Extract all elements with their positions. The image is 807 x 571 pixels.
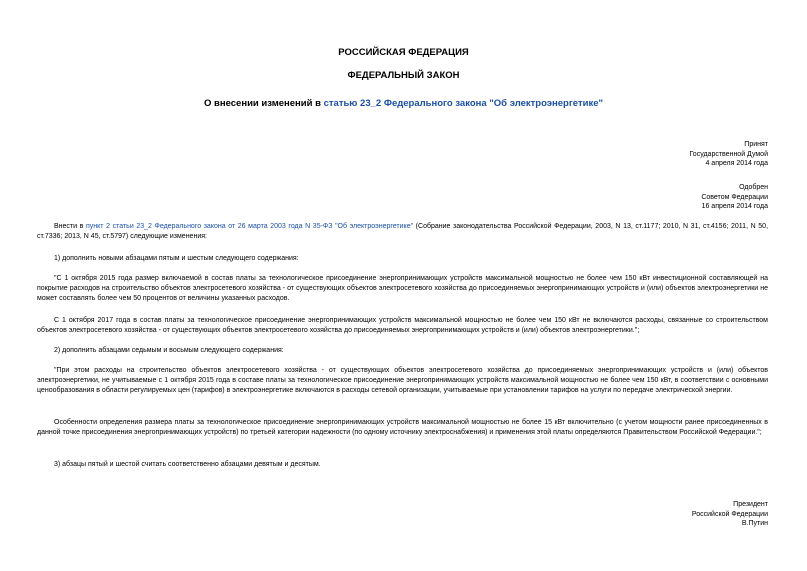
approved-by-line: Советом Федерации	[701, 193, 768, 201]
adopted-by-line: Государственной Думой	[689, 150, 768, 158]
law-type-heading: ФЕДЕРАЛЬНЫЙ ЗАКОН	[347, 70, 460, 81]
quoted-paragraph-2: С 1 октября 2017 года в состав платы за технологическое присоединение энергопринимающих устройств максимальной мощностью не более чем 150 кВт не включаются расходы, связанные со строительством объектов электросетевого хозяйства - от существующих объектов электросетевого хозяйства до присоединяемых энергопринимающих устройств и (или) объектов электроэнергетики.";	[37, 317, 768, 334]
approved-date: 16 апреля 2014 года	[701, 203, 768, 210]
law-title-link[interactable]: статью 23_2 Федерального закона "Об электроэнергетике"	[323, 98, 603, 109]
intro-paragraph	[37, 222, 768, 242]
signature-title: Президент	[733, 501, 768, 508]
adopted-line: Принят	[744, 141, 768, 148]
intro-link[interactable]: пункт 2 статьи 23_2 Федерального закона от 26 марта 2003 года N 35-ФЗ "Об электроэнергетике"	[85, 223, 414, 230]
quoted-paragraph-4: Особенности определения размера платы за технологическое присоединение энергопринимающих устройств максимальной мощностью не более 15 кВт включительно (с учетом мощности ранее присоединенных в данной точке присоединения энергопринимающих устройств) по третьей категории надежности (по одному источнику электроснабжения) и применения этой платы определяются Правительством Российской Федерации.";	[37, 419, 768, 436]
intro-text-before: Внести в	[54, 223, 86, 230]
approved-block	[701, 183, 768, 212]
approved-line: Одобрен	[739, 184, 768, 191]
intro-text-after: (Собрание законодательства Российской Федерации, 2003, N 13, ст.1177; 2010, N 31, ст.4156; 2011, N 50, ст.7336; 2013, N 45, ст.5797) следующие изменения:	[37, 223, 769, 240]
signature-name: В.Путин	[741, 520, 768, 527]
quoted-paragraph-3: "При этом расходы на строительство объектов электросетевого хозяйства - от существующих объектов электросетевого хозяйства до присоединяемых энергопринимающих устройств и (или) объектов электроэнергетики, не учитываемые с 1 октября 2015 года в составе платы за технологическое присоединение энергопринимающих устройств максимальной мощностью не более чем 150 кВт, в соответствии с основными ценообразования в области регулируемых цен (тарифов) в электроэнергетике включаются в расходы сетевой организации, учитываемые при установлении тарифов на услуги по передаче электрической энергии.	[37, 367, 768, 394]
adopted-date: 4 апреля 2014 года	[705, 160, 768, 167]
signature-block	[692, 500, 768, 529]
quoted-paragraph-1: "С 1 октября 2015 года размер включаемой в состав платы за технологическое присоединение энергопринимающих устройств максимальной мощностью не более чем 150 кВт инвестиционной составляющей на покрытие расходов на строительство объектов электросетевого хозяйства - от существующих объектов электросетевого хозяйства до присоединяемых энергопринимающих устройств и (или) объектов электроэнергетики не может составлять более чем 50 процентов от величины указанных расходов.	[37, 275, 768, 302]
amendment-item-2: 2) дополнить абзацами седьмым и восьмым следующего содержания:	[54, 347, 284, 354]
country-heading: РОССИЙСКАЯ ФЕДЕРАЦИЯ	[338, 47, 469, 58]
signature-country: Российской Федерации	[691, 510, 768, 518]
amendment-item-3: 3) абзацы пятый и шестой считать соответственно абзацами девятым и десятым.	[54, 461, 321, 468]
law-title	[0, 98, 807, 110]
amendment-item-1: 1) дополнить новыми абзацами пятым и шестым следующего содержания:	[54, 255, 299, 262]
law-title-prefix: О внесении изменений в	[204, 98, 324, 109]
adopted-block	[689, 140, 768, 169]
